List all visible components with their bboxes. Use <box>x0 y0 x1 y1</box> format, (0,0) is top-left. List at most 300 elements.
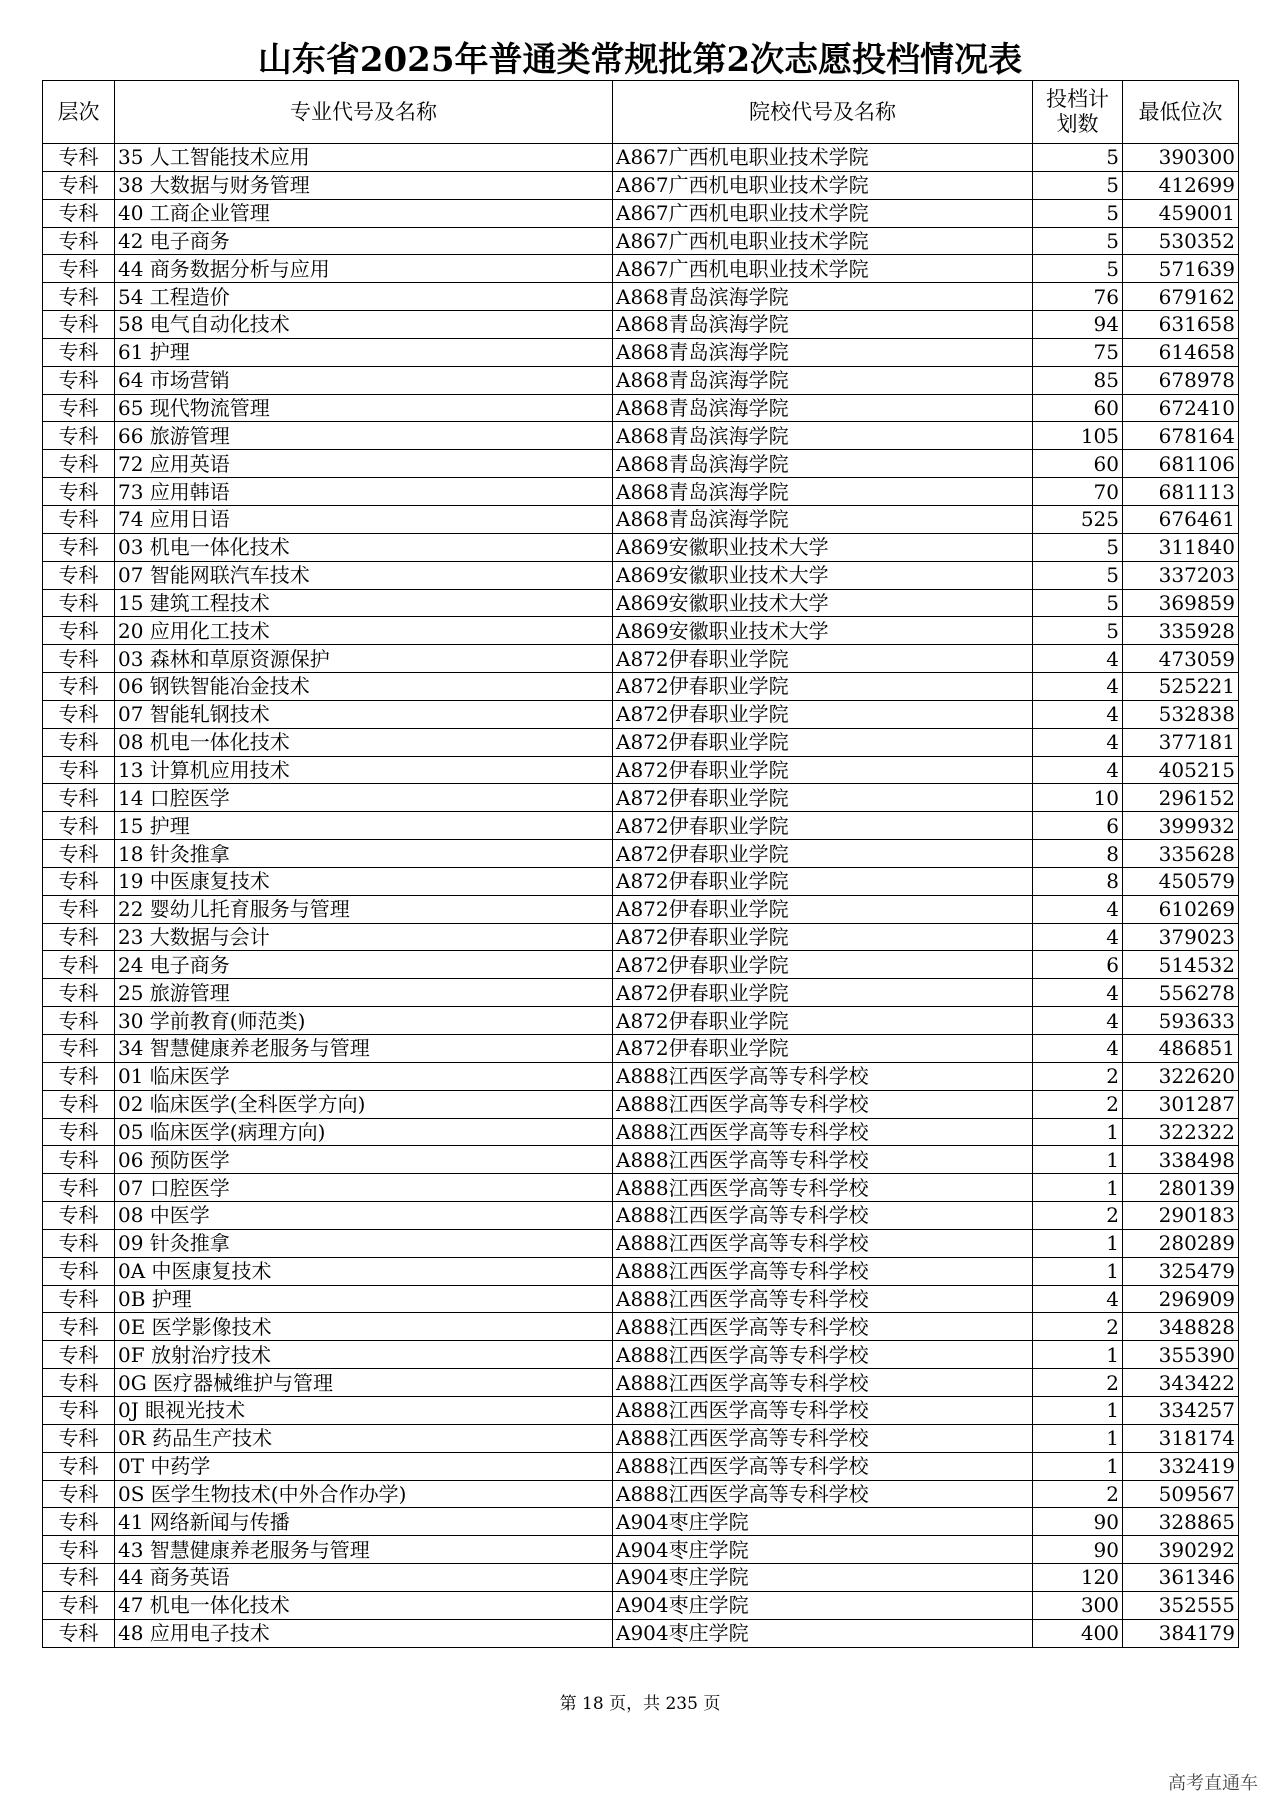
header-plan-line1: 投档计 <box>1046 87 1109 111</box>
cell-plan: 5 <box>1033 255 1123 283</box>
cell-level: 专科 <box>43 867 115 895</box>
cell-plan: 1 <box>1033 1424 1123 1452</box>
cell-plan: 400 <box>1033 1619 1123 1647</box>
cell-school: A868青岛滨海学院 <box>613 394 1033 422</box>
cell-level: 专科 <box>43 1229 115 1257</box>
cell-plan: 300 <box>1033 1591 1123 1619</box>
cell-level: 专科 <box>43 478 115 506</box>
cell-school: A888江西医学高等专科学校 <box>613 1341 1033 1369</box>
cell-plan: 1 <box>1033 1229 1123 1257</box>
cell-rank: 571639 <box>1123 255 1239 283</box>
cell-level: 专科 <box>43 1146 115 1174</box>
cell-major: 0E 医学影像技术 <box>115 1313 613 1341</box>
cell-level: 专科 <box>43 645 115 673</box>
cell-rank: 334257 <box>1123 1396 1239 1424</box>
cell-major: 14 口腔医学 <box>115 784 613 812</box>
cell-school: A868青岛滨海学院 <box>613 311 1033 339</box>
table-row <box>43 505 1239 533</box>
cell-plan: 120 <box>1033 1564 1123 1592</box>
cell-major: 15 护理 <box>115 812 613 840</box>
cell-plan: 4 <box>1033 1007 1123 1035</box>
cell-level: 专科 <box>43 951 115 979</box>
cell-rank: 352555 <box>1123 1591 1239 1619</box>
cell-school: A868青岛滨海学院 <box>613 505 1033 533</box>
cell-plan: 8 <box>1033 867 1123 895</box>
cell-major: 65 现代物流管理 <box>115 394 613 422</box>
table-row <box>43 338 1239 366</box>
cell-school: A872伊春职业学院 <box>613 784 1033 812</box>
cell-major: 20 应用化工技术 <box>115 617 613 645</box>
cell-level: 专科 <box>43 1257 115 1285</box>
cell-school: A867广西机电职业技术学院 <box>613 227 1033 255</box>
cell-major: 47 机电一体化技术 <box>115 1591 613 1619</box>
cell-major: 34 智慧健康养老服务与管理 <box>115 1035 613 1063</box>
cell-rank: 405215 <box>1123 756 1239 784</box>
cell-rank: 384179 <box>1123 1619 1239 1647</box>
cell-major: 73 应用韩语 <box>115 478 613 506</box>
cell-school: A872伊春职业学院 <box>613 867 1033 895</box>
cell-major: 44 商务英语 <box>115 1564 613 1592</box>
table-row <box>43 728 1239 756</box>
page-number: 第 18 页，共 235 页 <box>559 1694 721 1714</box>
cell-school: A868青岛滨海学院 <box>613 338 1033 366</box>
cell-level: 专科 <box>43 1591 115 1619</box>
cell-level: 专科 <box>43 728 115 756</box>
cell-major: 66 旅游管理 <box>115 422 613 450</box>
cell-level: 专科 <box>43 1007 115 1035</box>
cell-major: 35 人工智能技术应用 <box>115 144 613 172</box>
cell-rank: 672410 <box>1123 394 1239 422</box>
cell-major: 23 大数据与会计 <box>115 923 613 951</box>
table-row <box>43 255 1239 283</box>
cell-level: 专科 <box>43 561 115 589</box>
cell-rank: 676461 <box>1123 505 1239 533</box>
table-row <box>43 1174 1239 1202</box>
table-row <box>43 812 1239 840</box>
cell-rank: 681113 <box>1123 478 1239 506</box>
cell-level: 专科 <box>43 199 115 227</box>
cell-rank: 390292 <box>1123 1536 1239 1564</box>
cell-rank: 610269 <box>1123 895 1239 923</box>
cell-rank: 318174 <box>1123 1424 1239 1452</box>
cell-major: 30 学前教育(师范类) <box>115 1007 613 1035</box>
cell-major: 07 智能网联汽车技术 <box>115 561 613 589</box>
cell-school: A872伊春职业学院 <box>613 812 1033 840</box>
cell-level: 专科 <box>43 1174 115 1202</box>
table-row <box>43 1229 1239 1257</box>
cell-rank: 450579 <box>1123 867 1239 895</box>
cell-level: 专科 <box>43 840 115 868</box>
cell-major: 58 电气自动化技术 <box>115 311 613 339</box>
cell-rank: 678978 <box>1123 366 1239 394</box>
cell-plan: 4 <box>1033 923 1123 951</box>
cell-rank: 412699 <box>1123 171 1239 199</box>
cell-school: A904枣庄学院 <box>613 1508 1033 1536</box>
cell-rank: 530352 <box>1123 227 1239 255</box>
cell-level: 专科 <box>43 812 115 840</box>
cell-rank: 337203 <box>1123 561 1239 589</box>
cell-rank: 678164 <box>1123 422 1239 450</box>
table-row <box>43 311 1239 339</box>
cell-level: 专科 <box>43 979 115 1007</box>
cell-plan: 1 <box>1033 1341 1123 1369</box>
cell-level: 专科 <box>43 673 115 701</box>
cell-rank: 369859 <box>1123 589 1239 617</box>
cell-school: A867广西机电职业技术学院 <box>613 199 1033 227</box>
cell-major: 54 工程造价 <box>115 283 613 311</box>
cell-plan: 76 <box>1033 283 1123 311</box>
table-row <box>43 144 1239 172</box>
cell-level: 专科 <box>43 1508 115 1536</box>
cell-plan: 10 <box>1033 784 1123 812</box>
cell-rank: 361346 <box>1123 1564 1239 1592</box>
table-row <box>43 1202 1239 1230</box>
cell-plan: 4 <box>1033 700 1123 728</box>
cell-major: 05 临床医学(病理方向) <box>115 1118 613 1146</box>
cell-rank: 332419 <box>1123 1452 1239 1480</box>
cell-plan: 1 <box>1033 1174 1123 1202</box>
table-row <box>43 645 1239 673</box>
cell-school: A868青岛滨海学院 <box>613 283 1033 311</box>
cell-rank: 325479 <box>1123 1257 1239 1285</box>
cell-major: 03 森林和草原资源保护 <box>115 645 613 673</box>
header-rank: 最低位次 <box>1123 81 1239 144</box>
cell-plan: 85 <box>1033 366 1123 394</box>
cell-level: 专科 <box>43 311 115 339</box>
table-row <box>43 1480 1239 1508</box>
table-row <box>43 784 1239 812</box>
cell-level: 专科 <box>43 1341 115 1369</box>
table-row <box>43 394 1239 422</box>
cell-plan: 1 <box>1033 1257 1123 1285</box>
cell-school: A888江西医学高等专科学校 <box>613 1285 1033 1313</box>
cell-school: A872伊春职业学院 <box>613 645 1033 673</box>
cell-school: A888江西医学高等专科学校 <box>613 1146 1033 1174</box>
table-row <box>43 1396 1239 1424</box>
cell-school: A872伊春职业学院 <box>613 979 1033 1007</box>
cell-plan: 5 <box>1033 561 1123 589</box>
cell-school: A872伊春职业学院 <box>613 673 1033 701</box>
cell-school: A872伊春职业学院 <box>613 840 1033 868</box>
table-row <box>43 1146 1239 1174</box>
table-row <box>43 561 1239 589</box>
cell-plan: 70 <box>1033 478 1123 506</box>
cell-major: 0T 中药学 <box>115 1452 613 1480</box>
cell-major: 41 网络新闻与传播 <box>115 1508 613 1536</box>
cell-major: 42 电子商务 <box>115 227 613 255</box>
table-row <box>43 227 1239 255</box>
cell-school: A867广西机电职业技术学院 <box>613 171 1033 199</box>
cell-level: 专科 <box>43 923 115 951</box>
cell-level: 专科 <box>43 589 115 617</box>
header-plan-line2: 划数 <box>1056 112 1099 136</box>
cell-level: 专科 <box>43 1285 115 1313</box>
cell-major: 74 应用日语 <box>115 505 613 533</box>
cell-school: A869安徽职业技术大学 <box>613 617 1033 645</box>
cell-major: 0G 医疗器械维护与管理 <box>115 1369 613 1397</box>
cell-level: 专科 <box>43 1619 115 1647</box>
cell-plan: 60 <box>1033 394 1123 422</box>
cell-plan: 2 <box>1033 1313 1123 1341</box>
table-row <box>43 283 1239 311</box>
cell-school: A888江西医学高等专科学校 <box>613 1452 1033 1480</box>
cell-rank: 280139 <box>1123 1174 1239 1202</box>
table-row <box>43 1090 1239 1118</box>
table-row <box>43 1369 1239 1397</box>
cell-school: A868青岛滨海学院 <box>613 422 1033 450</box>
cell-school: A888江西医学高等专科学校 <box>613 1313 1033 1341</box>
cell-plan: 1 <box>1033 1452 1123 1480</box>
cell-school: A868青岛滨海学院 <box>613 478 1033 506</box>
cell-school: A872伊春职业学院 <box>613 728 1033 756</box>
table-row <box>43 1452 1239 1480</box>
cell-school: A888江西医学高等专科学校 <box>613 1396 1033 1424</box>
cell-plan: 4 <box>1033 756 1123 784</box>
table-row <box>43 1062 1239 1090</box>
cell-plan: 8 <box>1033 840 1123 868</box>
cell-plan: 4 <box>1033 673 1123 701</box>
cell-rank: 509567 <box>1123 1480 1239 1508</box>
cell-rank: 614658 <box>1123 338 1239 366</box>
cell-plan: 6 <box>1033 951 1123 979</box>
cell-rank: 301287 <box>1123 1090 1239 1118</box>
cell-rank: 280289 <box>1123 1229 1239 1257</box>
cell-level: 专科 <box>43 756 115 784</box>
cell-rank: 343422 <box>1123 1369 1239 1397</box>
cell-rank: 556278 <box>1123 979 1239 1007</box>
cell-major: 06 预防医学 <box>115 1146 613 1174</box>
cell-level: 专科 <box>43 144 115 172</box>
table-row <box>43 867 1239 895</box>
cell-major: 03 机电一体化技术 <box>115 533 613 561</box>
cell-rank: 379023 <box>1123 923 1239 951</box>
cell-rank: 631658 <box>1123 311 1239 339</box>
page-title: 山东省2025年普通类常规批第2次志愿投档情况表 <box>257 40 1023 80</box>
table-row <box>43 589 1239 617</box>
cell-level: 专科 <box>43 1118 115 1146</box>
cell-school: A904枣庄学院 <box>613 1619 1033 1647</box>
cell-major: 09 针灸推拿 <box>115 1229 613 1257</box>
cell-rank: 377181 <box>1123 728 1239 756</box>
cell-level: 专科 <box>43 1564 115 1592</box>
cell-rank: 348828 <box>1123 1313 1239 1341</box>
cell-rank: 532838 <box>1123 700 1239 728</box>
table-row <box>43 1564 1239 1592</box>
cell-school: A867广西机电职业技术学院 <box>613 255 1033 283</box>
cell-level: 专科 <box>43 255 115 283</box>
cell-plan: 1 <box>1033 1396 1123 1424</box>
cell-plan: 2 <box>1033 1480 1123 1508</box>
table-row <box>43 673 1239 701</box>
cell-plan: 5 <box>1033 533 1123 561</box>
cell-major: 13 计算机应用技术 <box>115 756 613 784</box>
table-row <box>43 199 1239 227</box>
cell-level: 专科 <box>43 700 115 728</box>
cell-school: A872伊春职业学院 <box>613 700 1033 728</box>
cell-plan: 75 <box>1033 338 1123 366</box>
cell-plan: 5 <box>1033 227 1123 255</box>
cell-rank: 311840 <box>1123 533 1239 561</box>
cell-major: 08 中医学 <box>115 1202 613 1230</box>
table-row <box>43 1118 1239 1146</box>
cell-major: 38 大数据与财务管理 <box>115 171 613 199</box>
table-row <box>43 1313 1239 1341</box>
cell-plan: 5 <box>1033 199 1123 227</box>
cell-level: 专科 <box>43 338 115 366</box>
cell-plan: 60 <box>1033 450 1123 478</box>
table-row <box>43 171 1239 199</box>
cell-major: 0S 医学生物技术(中外合作办学) <box>115 1480 613 1508</box>
cell-plan: 1 <box>1033 1146 1123 1174</box>
cell-major: 24 电子商务 <box>115 951 613 979</box>
cell-major: 15 建筑工程技术 <box>115 589 613 617</box>
cell-plan: 2 <box>1033 1202 1123 1230</box>
cell-major: 06 钢铁智能冶金技术 <box>115 673 613 701</box>
cell-level: 专科 <box>43 1313 115 1341</box>
cell-plan: 4 <box>1033 1035 1123 1063</box>
cell-school: A867广西机电职业技术学院 <box>613 144 1033 172</box>
cell-major: 44 商务数据分析与应用 <box>115 255 613 283</box>
cell-rank: 296152 <box>1123 784 1239 812</box>
cell-plan: 4 <box>1033 895 1123 923</box>
cell-level: 专科 <box>43 1035 115 1063</box>
cell-major: 61 护理 <box>115 338 613 366</box>
table-row <box>43 700 1239 728</box>
cell-school: A872伊春职业学院 <box>613 756 1033 784</box>
table-row <box>43 617 1239 645</box>
table-row <box>43 1035 1239 1063</box>
cell-rank: 322322 <box>1123 1118 1239 1146</box>
cell-school: A872伊春职业学院 <box>613 895 1033 923</box>
cell-school: A888江西医学高等专科学校 <box>613 1369 1033 1397</box>
cell-rank: 338498 <box>1123 1146 1239 1174</box>
cell-rank: 473059 <box>1123 645 1239 673</box>
cell-plan: 4 <box>1033 1285 1123 1313</box>
cell-rank: 335928 <box>1123 617 1239 645</box>
cell-level: 专科 <box>43 784 115 812</box>
cell-school: A869安徽职业技术大学 <box>613 589 1033 617</box>
cell-major: 08 机电一体化技术 <box>115 728 613 756</box>
header-level: 层次 <box>43 81 115 144</box>
table-row <box>43 1341 1239 1369</box>
cell-rank: 593633 <box>1123 1007 1239 1035</box>
cell-plan: 4 <box>1033 645 1123 673</box>
table-row <box>43 1508 1239 1536</box>
cell-level: 专科 <box>43 1369 115 1397</box>
cell-rank: 390300 <box>1123 144 1239 172</box>
table-body <box>43 144 1239 1648</box>
cell-rank: 679162 <box>1123 283 1239 311</box>
header-plan <box>1033 81 1123 144</box>
cell-rank: 459001 <box>1123 199 1239 227</box>
cell-plan: 4 <box>1033 728 1123 756</box>
cell-school: A888江西医学高等专科学校 <box>613 1090 1033 1118</box>
cell-major: 0B 护理 <box>115 1285 613 1313</box>
table-row <box>43 450 1239 478</box>
table-row <box>43 1257 1239 1285</box>
cell-school: A872伊春职业学院 <box>613 1035 1033 1063</box>
cell-major: 22 婴幼儿托育服务与管理 <box>115 895 613 923</box>
cell-level: 专科 <box>43 394 115 422</box>
cell-plan: 2 <box>1033 1062 1123 1090</box>
cell-major: 40 工商企业管理 <box>115 199 613 227</box>
table-row <box>43 478 1239 506</box>
cell-major: 72 应用英语 <box>115 450 613 478</box>
watermark-text: 高考直通车 <box>1168 1773 1258 1794</box>
cell-major: 02 临床医学(全科医学方向) <box>115 1090 613 1118</box>
table-row <box>43 533 1239 561</box>
cell-school: A872伊春职业学院 <box>613 923 1033 951</box>
cell-major: 0J 眼视光技术 <box>115 1396 613 1424</box>
cell-level: 专科 <box>43 366 115 394</box>
cell-major: 0R 药品生产技术 <box>115 1424 613 1452</box>
cell-major: 01 临床医学 <box>115 1062 613 1090</box>
cell-major: 19 中医康复技术 <box>115 867 613 895</box>
cell-plan: 5 <box>1033 617 1123 645</box>
header-major: 专业代号及名称 <box>115 81 613 144</box>
cell-rank: 681106 <box>1123 450 1239 478</box>
cell-level: 专科 <box>43 1536 115 1564</box>
table-row <box>43 923 1239 951</box>
cell-school: A868青岛滨海学院 <box>613 366 1033 394</box>
cell-level: 专科 <box>43 450 115 478</box>
cell-level: 专科 <box>43 895 115 923</box>
cell-level: 专科 <box>43 1396 115 1424</box>
table-row <box>43 756 1239 784</box>
cell-level: 专科 <box>43 1424 115 1452</box>
cell-level: 专科 <box>43 422 115 450</box>
cell-level: 专科 <box>43 533 115 561</box>
cell-plan: 2 <box>1033 1369 1123 1397</box>
cell-level: 专科 <box>43 283 115 311</box>
cell-school: A888江西医学高等专科学校 <box>613 1229 1033 1257</box>
cell-rank: 296909 <box>1123 1285 1239 1313</box>
table-row <box>43 951 1239 979</box>
cell-level: 专科 <box>43 1062 115 1090</box>
cell-major: 25 旅游管理 <box>115 979 613 1007</box>
cell-level: 专科 <box>43 617 115 645</box>
table-row <box>43 840 1239 868</box>
cell-plan: 90 <box>1033 1508 1123 1536</box>
cell-plan: 90 <box>1033 1536 1123 1564</box>
table-row <box>43 1591 1239 1619</box>
table-header-row <box>43 81 1239 144</box>
table-row <box>43 895 1239 923</box>
cell-level: 专科 <box>43 1202 115 1230</box>
table-row <box>43 1536 1239 1564</box>
cell-major: 0A 中医康复技术 <box>115 1257 613 1285</box>
table-row <box>43 1285 1239 1313</box>
cell-plan: 1 <box>1033 1118 1123 1146</box>
cell-school: A869安徽职业技术大学 <box>613 533 1033 561</box>
cell-major: 48 应用电子技术 <box>115 1619 613 1647</box>
cell-school: A888江西医学高等专科学校 <box>613 1424 1033 1452</box>
cell-rank: 355390 <box>1123 1341 1239 1369</box>
table-row <box>43 1424 1239 1452</box>
table-row <box>43 979 1239 1007</box>
cell-level: 专科 <box>43 171 115 199</box>
cell-level: 专科 <box>43 1452 115 1480</box>
cell-major: 07 口腔医学 <box>115 1174 613 1202</box>
cell-school: A904枣庄学院 <box>613 1536 1033 1564</box>
cell-school: A904枣庄学院 <box>613 1591 1033 1619</box>
cell-level: 专科 <box>43 1090 115 1118</box>
cell-level: 专科 <box>43 505 115 533</box>
cell-school: A869安徽职业技术大学 <box>613 561 1033 589</box>
table-row <box>43 366 1239 394</box>
cell-major: 07 智能轧钢技术 <box>115 700 613 728</box>
cell-school: A872伊春职业学院 <box>613 951 1033 979</box>
